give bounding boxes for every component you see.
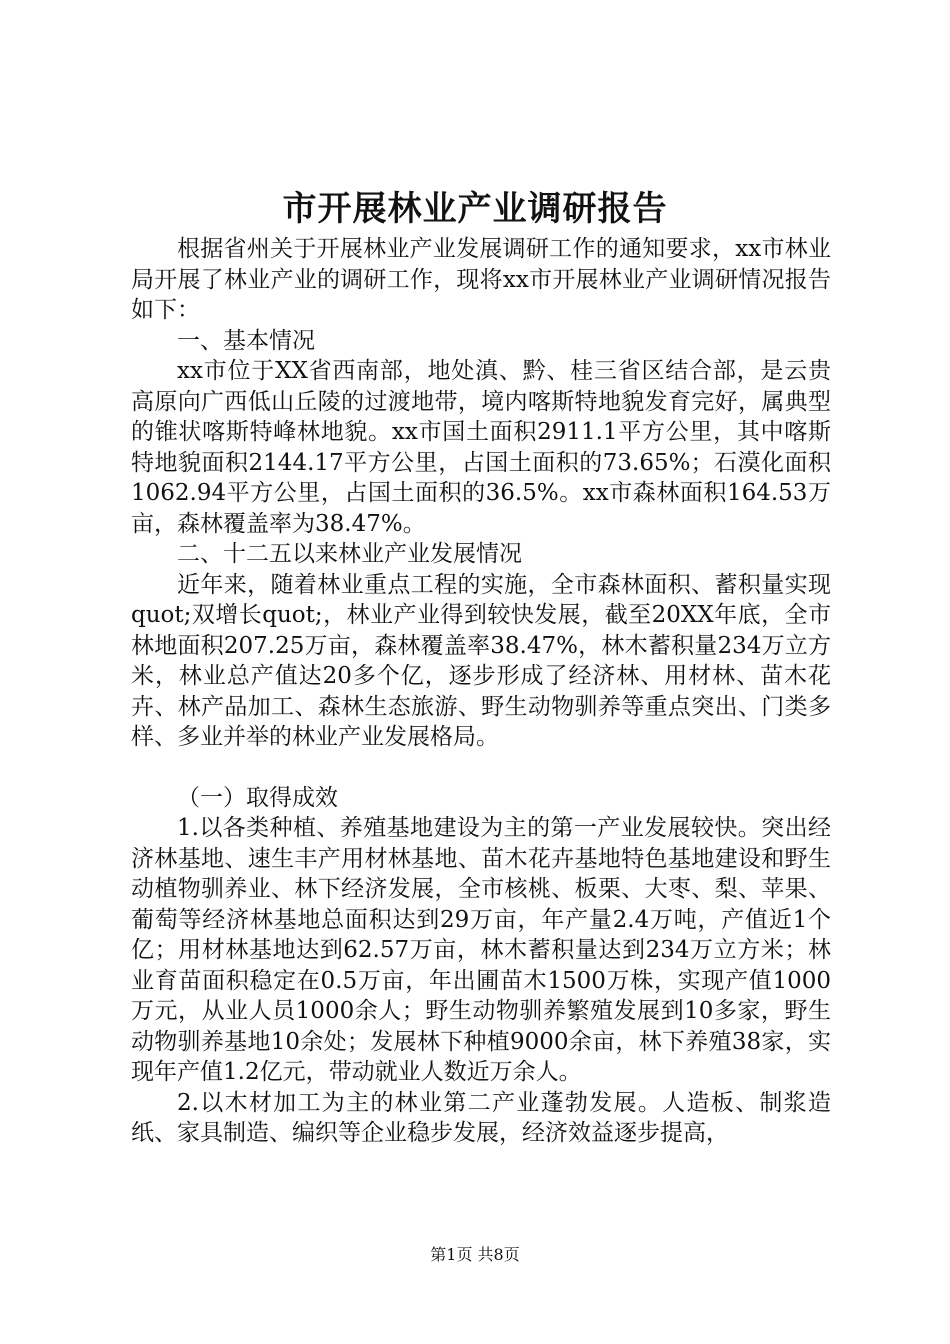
document-body — [131, 234, 831, 1149]
section-heading-development: 二、十二五以来林业产业发展情况 — [177, 541, 522, 567]
basic-info-paragraph: xx市位于XX省西南部，地处滇、黔、桂三省区结合部，是云贵高原向广西低山丘陵的过渡地带，境内喀斯特地貌发育完好，属典型的锥状喀斯特峰林地貌。xx市国土面积2911.1平方公里，其中喀斯特地貌面积2144.17平方公里，占国土面积的73.65%；石漠化面积1062.94平方公里，占国土面积的36.5%。xx市森林面积164.53万亩，森林覆盖率为38.47%。 — [131, 358, 831, 537]
intro-paragraph: 根据省州关于开展林业产业发展调研工作的通知要求，xx市林业局开展了林业产业的调研工作，现将xx市开展林业产业调研情况报告如下： — [131, 236, 831, 323]
results-item-1: 1.以各类种植、养殖基地建设为主的第一产业发展较快。突出经济林基地、速生丰产用材林基地、苗木花卉基地特色基地建设和野生动植物驯养业、林下经济发展，全市核桃、板栗、大枣、梨、苹果、葡萄等经济林基地总面积达到29万亩，年产量2.4万吨，产值近1个亿；用材林基地达到62.57万亩，林木蓄积量达到234万立方米；林业育苗面积稳定在0.5万亩，年出圃苗木1500万株，实现产值1000万元，从业人员1000余人；野生动物驯养繁殖发展到10多家，野生动物驯养基地10余处；发展林下种植9000余亩，林下养殖38家，实现年产值1.2亿元，带动就业人数近万余人。 — [131, 815, 831, 1085]
page-footer: 第1页 共8页 — [430, 1245, 520, 1264]
subsection-heading-results: （一）取得成效 — [177, 784, 338, 811]
development-paragraph: 近年来，随着林业重点工程的实施，全市森林面积、蓄积量实现quot;双增长quot;，林业产业得到较快发展，截至20XX年底，全市林地面积207.25万亩，森林覆盖率38.47%，林木蓄积量234万立方米，林业总产值达20多个亿，逐步形成了经济林、用材林、苗木花卉、林产品加工、森林生态旅游、野生动物驯养等重点突出、门类多样、多业并举的林业产业发展格局。 — [131, 571, 831, 750]
section-heading-basic: 一、基本情况 — [177, 327, 315, 354]
results-item-2: 2.以木材加工为主的林业第二产业蓬勃发展。人造板、制浆造纸、家具制造、编织等企业稳步发展，经济效益逐步提高， — [131, 1089, 831, 1146]
document-title: 市开展林业产业调研报告 — [282, 189, 668, 229]
